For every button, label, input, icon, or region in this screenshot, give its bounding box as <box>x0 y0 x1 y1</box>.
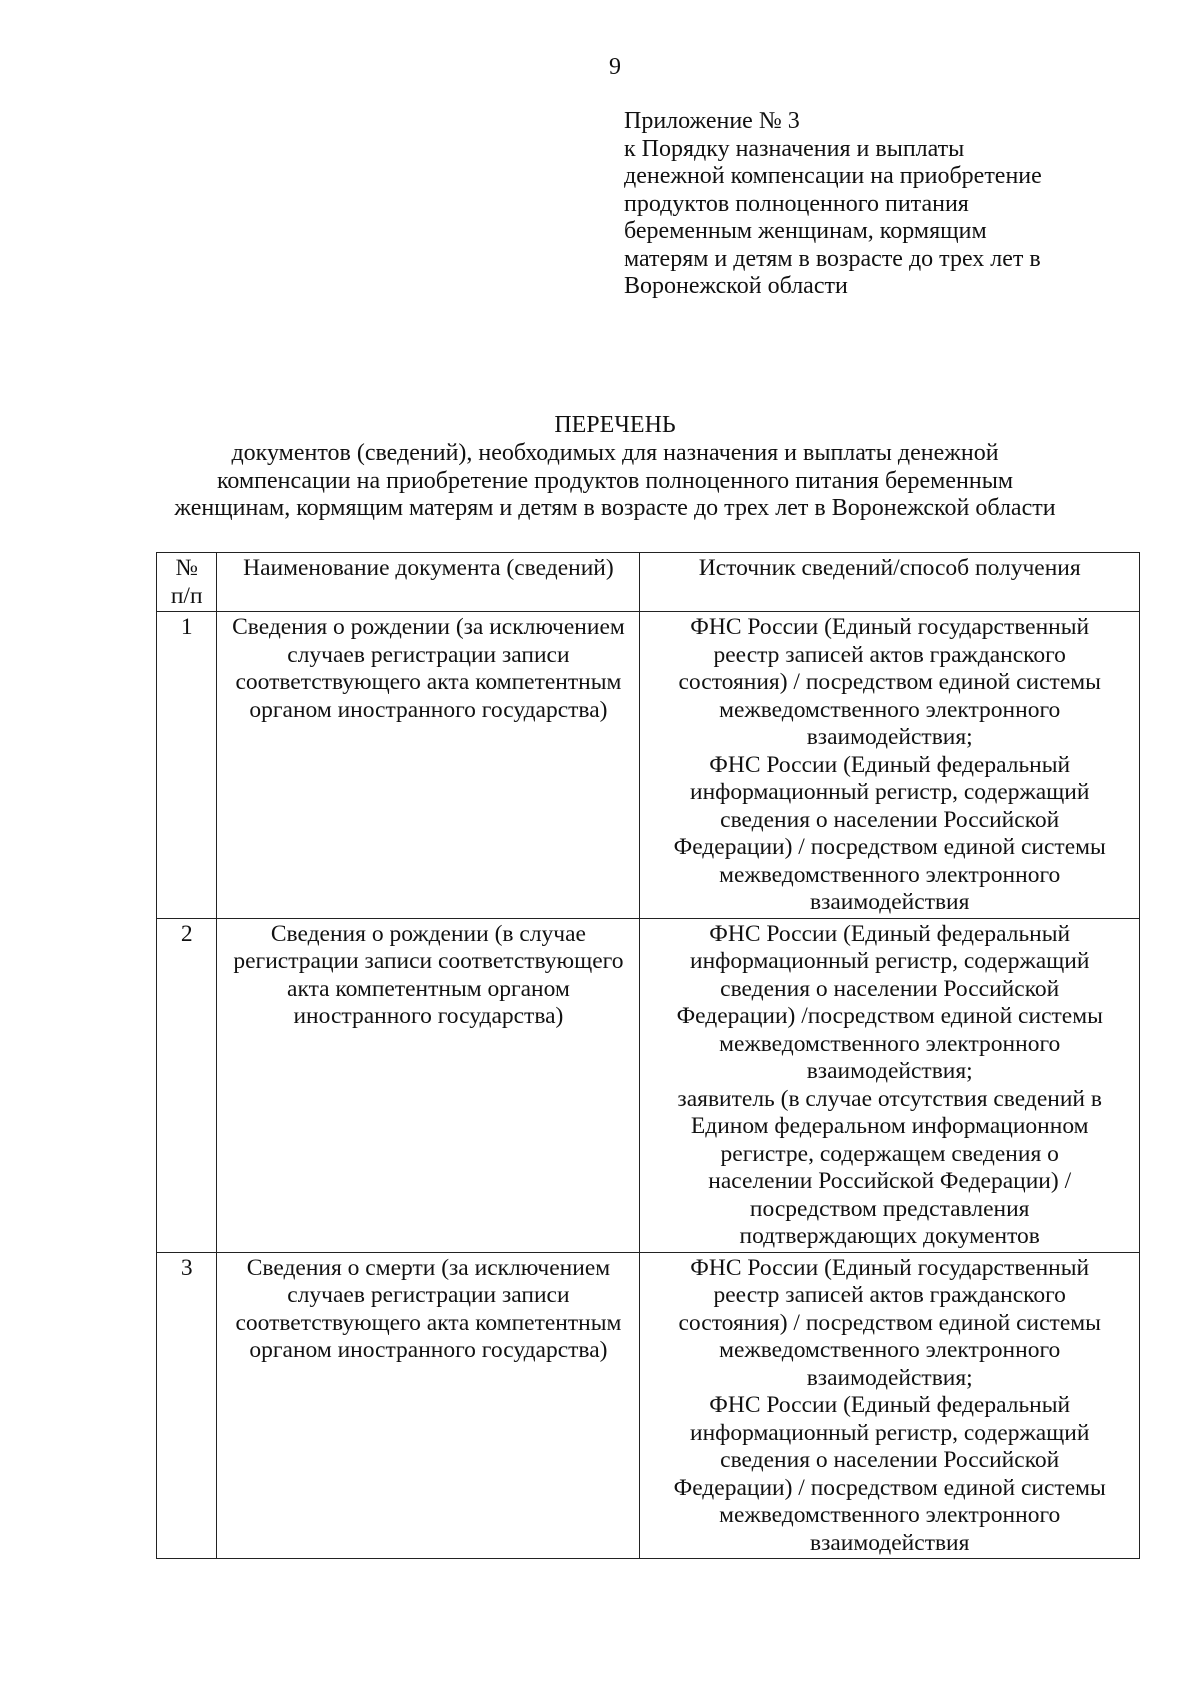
source-line: информационный регистр, содержащий <box>690 948 1090 974</box>
document-name-line: Сведения о рождении (в случае <box>270 920 586 947</box>
source-line: ФНС России (Единый федеральный <box>709 920 1071 947</box>
document-name-line: соответствующего акта компетентным <box>235 669 622 695</box>
source-line: взаимодействия; <box>806 724 973 750</box>
document-name-line: Сведения о смерти (за исключением <box>246 1254 611 1281</box>
source-line: ФНС России (Единый государственный <box>690 1254 1090 1281</box>
appendix-header <box>624 108 1144 301</box>
source-line: подтверждающих документов <box>739 1223 1040 1249</box>
source-line: межведомственного электронного <box>719 861 1061 888</box>
page-number: 9 <box>609 54 621 80</box>
table-row <box>157 918 1140 1252</box>
row-document-name <box>217 612 640 919</box>
document-name-line: акта компетентным органом <box>287 975 570 1002</box>
document-subtitle <box>140 440 1090 523</box>
source-line: ФНС России (Единый государственный <box>690 614 1090 640</box>
subtitle-line: документов (сведений), необходимых для назначения и выплаты денежной <box>231 440 999 466</box>
row-number: 3 <box>157 1252 217 1559</box>
header-document-name: Наименование документа (сведений) <box>217 553 640 612</box>
document-name-line: Сведения о рождении (за исключением <box>232 614 625 640</box>
appendix-line: к Порядку назначения и выплаты <box>624 135 965 162</box>
source-line: сведения о населении Российской <box>720 1447 1060 1473</box>
source-line: Едином федеральном информационном <box>690 1113 1089 1139</box>
source-line: взаимодействия; <box>806 1058 973 1084</box>
document-name-line: случаев регистрации записи <box>287 641 570 668</box>
documents-table <box>156 552 1140 1559</box>
header-source: Источник сведений/способ получения <box>640 553 1140 612</box>
appendix-line: денежной компенсации на приобретение <box>624 163 1042 189</box>
source-line: посредством представления <box>749 1195 1030 1222</box>
source-line: сведения о населении Российской <box>720 975 1060 1002</box>
source-line: реестр записей актов гражданского <box>713 641 1066 668</box>
row-number: 1 <box>157 612 217 919</box>
source-line: заявитель (в случае отсутствия сведений в <box>677 1085 1102 1112</box>
row-document-name <box>217 918 640 1252</box>
source-line: межведомственного электронного <box>719 1502 1061 1528</box>
document-name-line: иностранного государства) <box>293 1003 564 1029</box>
appendix-line: беременным женщинам, кормящим <box>624 218 987 244</box>
document-name-line: регистрации записи соответствующего <box>233 948 624 974</box>
source-line: взаимодействия; <box>806 1364 973 1391</box>
subtitle-line: компенсации на приобретение продуктов полноценного питания беременным <box>216 467 1014 494</box>
row-source <box>640 612 1140 919</box>
source-line: межведомственного электронного <box>719 696 1061 723</box>
source-line: сведения о населении Российской <box>720 806 1060 833</box>
subtitle-line: женщинам, кормящим матерям и детям в возрасте до трех лет в Воронежской области <box>174 495 1056 521</box>
document-name-line: органом иностранного государства) <box>249 1337 608 1363</box>
source-line: Федерации) / посредством единой системы <box>673 834 1106 860</box>
row-number: 2 <box>157 918 217 1252</box>
source-line: регистре, содержащем сведения о <box>720 1140 1059 1167</box>
document-name-line: случаев регистрации записи <box>287 1282 570 1308</box>
source-line: Федерации) / посредством единой системы <box>673 1474 1106 1501</box>
source-line: состояния) / посредством единой системы <box>678 1309 1101 1336</box>
source-line: состояния) / посредством единой системы <box>678 669 1101 695</box>
document-name-line: органом иностранного государства) <box>249 696 608 723</box>
document-name-line: соответствующего акта компетентным <box>235 1309 622 1336</box>
table-row <box>157 1252 1140 1559</box>
source-line: взаимодействия <box>809 1529 970 1556</box>
source-line: ФНС России (Единый федеральный <box>709 1392 1071 1418</box>
appendix-line: Воронежской области <box>624 273 848 299</box>
source-line: реестр записей актов гражданского <box>713 1282 1066 1308</box>
source-line: взаимодействия <box>809 889 970 915</box>
row-source <box>640 918 1140 1252</box>
source-line: информационный регистр, содержащий <box>690 779 1090 805</box>
source-line: Федерации) /посредством единой системы <box>676 1003 1103 1029</box>
source-line: ФНС России (Единый федеральный <box>709 751 1071 778</box>
source-line: межведомственного электронного <box>719 1337 1061 1363</box>
source-line: населении Российской Федерации) / <box>708 1168 1072 1194</box>
table-row <box>157 612 1140 919</box>
header-number-line: № <box>175 555 198 581</box>
row-source <box>640 1252 1140 1559</box>
appendix-line: матерям и детям в возрасте до трех лет в <box>624 245 1041 272</box>
header-number <box>157 553 217 612</box>
row-document-name <box>217 1252 640 1559</box>
appendix-line: продуктов полноценного питания <box>624 190 969 217</box>
appendix-line: Приложение № 3 <box>624 108 800 134</box>
table-body <box>157 612 1140 1559</box>
header-number-line: п/п <box>170 582 203 609</box>
table-header-row <box>157 553 1140 612</box>
document-title: ПЕРЕЧЕНЬ <box>554 412 676 438</box>
source-line: межведомственного электронного <box>719 1030 1061 1057</box>
source-line: информационный регистр, содержащий <box>690 1419 1090 1446</box>
